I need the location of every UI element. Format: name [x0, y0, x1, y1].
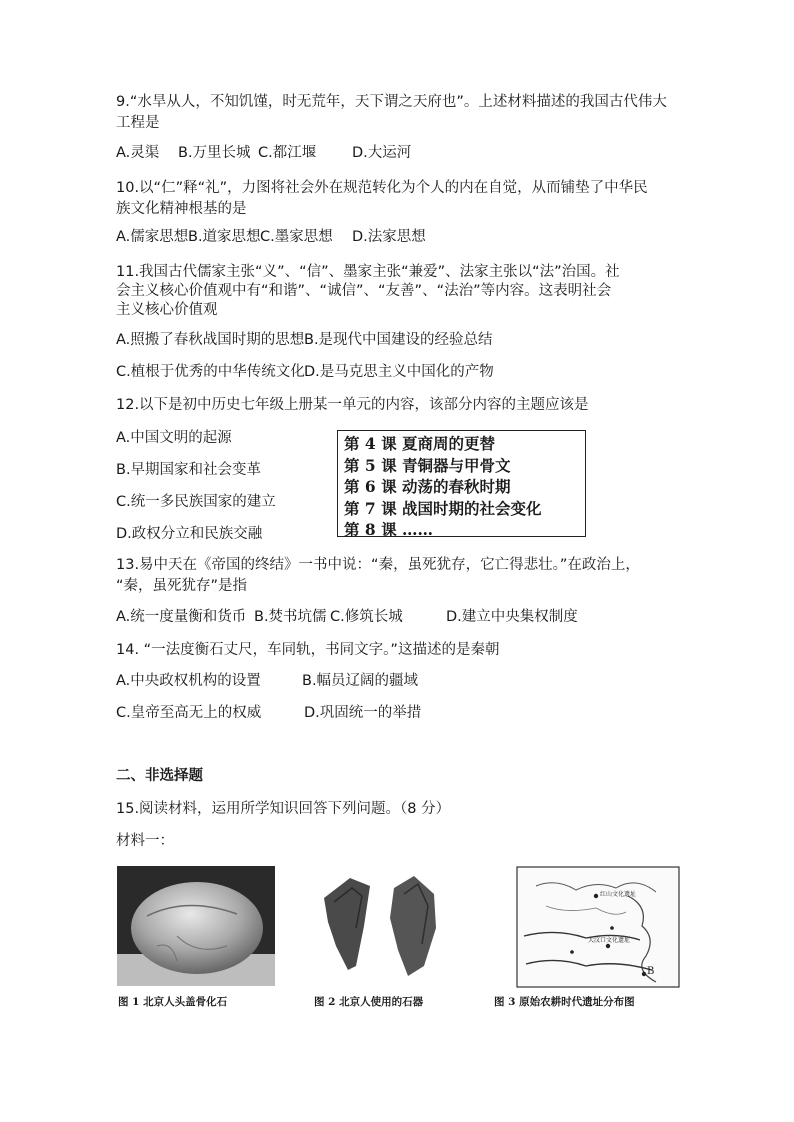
map-label-dawenkou: 大汶口文化遗址: [588, 937, 631, 944]
q11-option-c: C.植根于优秀的中华传统文化: [116, 364, 305, 380]
q10-stem-line2: 族文化精神根基的是: [116, 201, 247, 217]
q11-stem-line2: 会主义核心价值观中有“和谐”、“诚信”、“友善”、“法治”等内容。这表明社会: [116, 283, 612, 299]
figure-3-caption: 图 3 原始农耕时代遗址分布图: [494, 996, 635, 1008]
q9-stem-line2: 工程是: [116, 115, 160, 131]
q13-option-c: C.修筑长城: [330, 609, 403, 625]
q11-stem-line3: 主义核心价值观: [116, 302, 218, 318]
lesson-5: 第 5 课 青铜器与甲骨文: [344, 455, 511, 475]
q14-stem: 14. “一法度衡石丈尺，车同轨，书同文字。”这描述的是秦朝: [116, 642, 500, 658]
material-1-label: 材料一：: [116, 833, 174, 849]
lesson-8: 第 8 课 ……: [344, 520, 433, 539]
q10-option-d: D.法家思想: [352, 229, 426, 245]
q14-option-c: C.皇帝至高无上的权威: [116, 705, 262, 721]
q15-stem: 15.阅读材料，运用所学知识回答下列问题。（8 分）: [116, 801, 451, 817]
q10-stem-line1: 10.以“仁”释“礼”，力图将社会外在规范转化为个人的内在自觉，从而铺垫了中华民: [116, 180, 648, 196]
q12-lesson-box: [337, 430, 586, 537]
section-title: 二、非选择题: [116, 768, 203, 784]
q14-option-d: D.巩固统一的举措: [304, 705, 422, 721]
q14-option-b: B.幅员辽阔的疆域: [302, 673, 419, 689]
q13-stem-line1: 13.易中天在《帝国的终结》一书中说：“秦，虽死犹存，它亡得悲壮。”在政治上，: [116, 557, 640, 573]
q13-option-a: A.统一度量衡和货币: [116, 609, 247, 625]
figure-1-caption: 图 1 北京人头盖骨化石: [118, 996, 228, 1008]
map-label-b: B: [647, 966, 655, 977]
neolithic-sites-map: [516, 866, 680, 988]
skull-fossil-image: [117, 866, 275, 986]
q9-option-a: A.灵渠: [116, 145, 160, 161]
q9-option-c: C.都江堰: [258, 145, 317, 161]
q12-option-a: A.中国文明的起源: [116, 430, 232, 446]
q11-option-b: B.是现代中国建设的经验总结: [304, 332, 493, 348]
q11-option-a: A.照搬了春秋战国时期的思想: [116, 332, 305, 348]
q13-option-b: B.焚书坑儒: [254, 609, 327, 625]
lesson-6: 第 6 课 动荡的春秋时期: [344, 477, 511, 496]
lesson-7: 第 7 课 战国时期的社会变化: [344, 498, 542, 518]
stone-tools-image: [312, 866, 452, 986]
q12-option-c: C.统一多民族国家的建立: [116, 494, 276, 510]
q13-stem-line2: “秦，虽死犹存”是指: [116, 578, 248, 594]
q12-option-d: D.政权分立和民族交融: [116, 526, 263, 542]
q9-option-d: D.大运河: [352, 145, 412, 161]
q10-option-c: C.墨家思想: [260, 229, 333, 245]
q9-stem-line1: 9.“水旱从人，不知饥馑，时无荒年，天下谓之天府也”。上述材料描述的我国古代伟大: [116, 94, 667, 110]
q11-option-d: D.是马克思主义中国化的产物: [304, 364, 494, 380]
lesson-4: 第 4 课 夏商周的更替: [344, 434, 495, 453]
q11-stem-line1: 11.我国古代儒家主张“义”、“信”、墨家主张“兼爱”、法家主张以“法”治国。社: [116, 264, 620, 280]
q9-option-b: B.万里长城: [178, 145, 251, 161]
figure-2-caption: 图 2 北京人使用的石器: [314, 996, 424, 1008]
q12-stem: 12.以下是初中历史七年级上册某一单元的内容，该部分内容的主题应该是: [116, 397, 589, 413]
q10-option-a: A.儒家思想: [116, 229, 189, 245]
q14-option-a: A.中央政权机构的设置: [116, 673, 261, 689]
map-label-hongshan: 红山文化遗址: [600, 891, 637, 898]
q12-option-b: B.早期国家和社会变革: [116, 462, 262, 478]
q13-option-d: D.建立中央集权制度: [446, 609, 578, 625]
q10-option-b: B.道家思想: [188, 229, 261, 245]
